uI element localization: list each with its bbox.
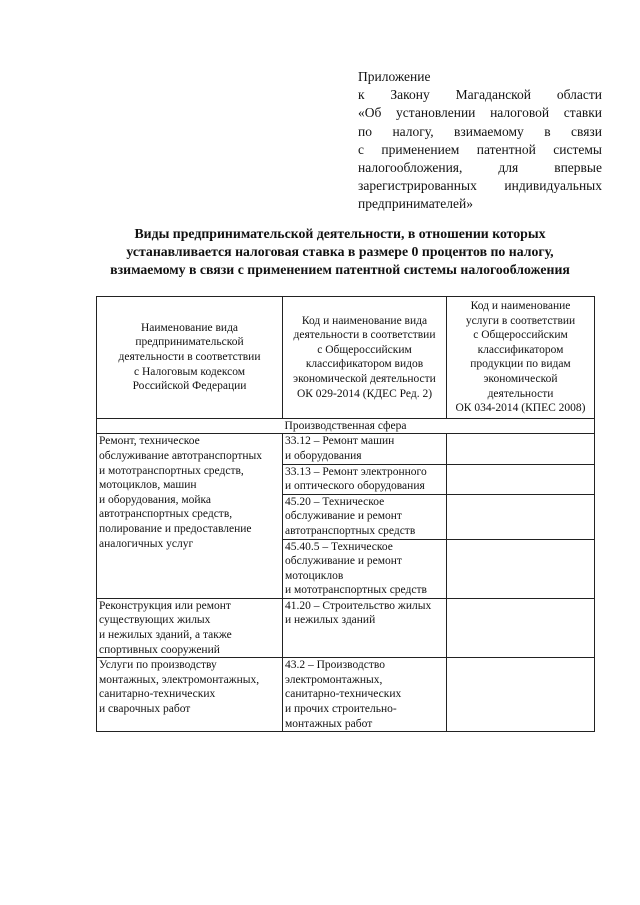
okpd-code-cell xyxy=(447,464,595,494)
document-title xyxy=(60,225,620,279)
header-activity-name: Наименование вида предпринимательской деятельности в соответствии с Налоговым кодексом Российской Федерации xyxy=(97,297,283,419)
okved-code-cell: 41.20 – Строительство жилых и нежилых зданий xyxy=(283,598,447,657)
header-okved-code: Код и наименование вида деятельности в соответствии с Общероссийским классификатором видов экономической деятельности ОК 029-2014 (КДЕС Ред. 2) xyxy=(283,297,447,419)
activity-name-cell: Реконструкция или ремонт существующих жилых и нежилых зданий, а также спортивных сооружений xyxy=(97,598,283,657)
appendix-block xyxy=(358,68,602,214)
appendix-line: налогообложения, для впервые xyxy=(358,160,602,176)
title-line: устанавливается налоговая ставка в размере 0 процентов по налогу, xyxy=(126,244,554,259)
okpd-code-cell xyxy=(447,494,595,539)
table-row xyxy=(97,658,595,732)
appendix-line: с применением патентной системы xyxy=(358,141,602,157)
okpd-code-cell xyxy=(447,598,595,657)
title-line: взимаемому в связи с применением патентной системы налогообложения xyxy=(110,262,570,277)
activity-table xyxy=(96,296,595,732)
table-row xyxy=(97,434,595,464)
okved-code-cell: 45.40.5 – Техническое обслуживание и ремонт мотоциклов и мототранспортных средств xyxy=(283,539,447,598)
activity-name-cell: Услуги по производству монтажных, электромонтажных, санитарно-технических и сварочных работ xyxy=(97,658,283,732)
appendix-line: зарегистрированных индивидуальных xyxy=(358,178,602,194)
okved-code-cell: 45.20 – Техническое обслуживание и ремонт автотранспортных средств xyxy=(283,494,447,539)
appendix-line: к Закону Магаданской области xyxy=(358,87,602,103)
appendix-line: «Об установлении налоговой ставки xyxy=(358,105,602,121)
okpd-code-cell xyxy=(447,539,595,598)
table-row xyxy=(97,598,595,657)
header-okpd-code: Код и наименование услуги в соответствии с Общероссийским классификатором продукции по видам экономической деятельности ОК 034-2014 (КПЕС 2008) xyxy=(447,297,595,419)
appendix-line: по налогу, взимаемому в связи xyxy=(358,123,602,139)
section-title: Производственная сфера xyxy=(97,418,595,434)
okved-code-cell: 33.12 – Ремонт машин и оборудования xyxy=(283,434,447,464)
okved-code-cell: 33.13 – Ремонт электронного и оптического оборудования xyxy=(283,464,447,494)
title-line: Виды предпринимательской деятельности, в отношении которых xyxy=(134,226,546,241)
activity-name-cell: Ремонт, техническое обслуживание автотранспортных и мототранспортных средств, мотоциклов, машин и оборудования, мойка автотранспортных средств, полирование и предоставление аналогичных услуг xyxy=(97,434,283,599)
appendix-line: предпринимателей» xyxy=(358,196,473,212)
section-row xyxy=(97,418,595,434)
okpd-code-cell xyxy=(447,434,595,464)
appendix-line: Приложение xyxy=(358,69,431,84)
okpd-code-cell xyxy=(447,658,595,732)
okved-code-cell: 43.2 – Производство электромонтажных, санитарно-технических и прочих строительно- монтажных работ xyxy=(283,658,447,732)
table-header-row xyxy=(97,297,595,419)
